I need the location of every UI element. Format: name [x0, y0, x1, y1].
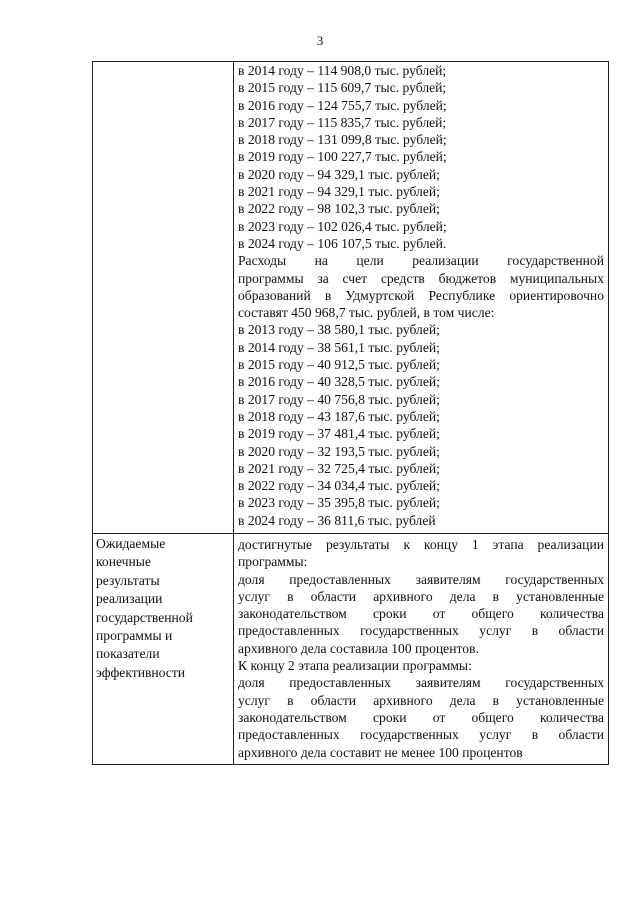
stage1-share-paragraph — [238, 571, 604, 657]
label-line: показатели — [96, 646, 160, 662]
funding-label-cell — [93, 62, 234, 534]
paragraph-line: достигнутые результаты к концу 1 этапа реализации — [238, 537, 604, 552]
paragraph-line: образований в Удмуртской Республике ориентировочно — [238, 287, 604, 303]
paragraph-line: составят 450 968,7 тыс. рублей, в том числе: — [238, 305, 495, 321]
paragraph-line: архивного дела составила 100 процентов. — [238, 640, 479, 656]
year-amount-line: в 2019 году – 100 227,7 тыс. рублей; — [238, 149, 447, 165]
paragraph-line: услуг в области архивного дела в установленные — [238, 588, 604, 604]
paragraph-line: доля предоставленных заявителям государственных — [238, 571, 604, 587]
year-amount-line: в 2015 году – 40 912,5 тыс. рублей; — [238, 357, 440, 373]
year-amount-line: в 2020 году – 94 329,1 тыс. рублей; — [238, 166, 440, 182]
year-amount-line: в 2018 году – 131 099,8 тыс. рублей; — [238, 132, 447, 148]
year-amount-line: в 2017 году – 40 756,8 тыс. рублей; — [238, 391, 440, 407]
year-amount-line: в 2021 году – 32 725,4 тыс. рублей; — [238, 460, 440, 476]
results-label-cell — [93, 534, 234, 765]
year-amount-line: в 2018 году – 43 187,6 тыс. рублей; — [238, 408, 440, 424]
municipal-budget-paragraph — [238, 252, 604, 321]
year-amount-line: в 2023 году – 35 395,8 тыс. рублей; — [238, 495, 440, 511]
table-row-results — [93, 534, 609, 765]
year-amount-line: в 2016 году – 124 755,7 тыс. рублей; — [238, 97, 447, 113]
year-amount-line: в 2021 году – 94 329,1 тыс. рублей; — [238, 184, 440, 200]
year-amount-line: в 2016 году – 40 328,5 тыс. рублей; — [238, 374, 440, 390]
label-line: программы и — [96, 628, 173, 644]
stage2-share-paragraph — [238, 674, 604, 760]
year-amount-line: в 2024 году – 106 107,5 тыс. рублей. — [238, 235, 447, 251]
paragraph-line: архивного дела составит не менее 100 процентов — [238, 744, 523, 760]
results-label — [96, 535, 231, 682]
label-line: конечные — [96, 554, 151, 570]
year-amount-line: в 2014 году – 38 561,1 тыс. рублей; — [238, 339, 440, 355]
year-amount-line: в 2017 году – 115 835,7 тыс. рублей; — [238, 114, 447, 130]
paragraph-line: программы за счет средств бюджетов муниципальных — [238, 270, 604, 286]
year-amount-line: в 2022 году – 98 102,3 тыс. рублей; — [238, 201, 440, 217]
label-line: государственной — [96, 609, 193, 625]
table-row-funding — [93, 62, 609, 534]
page-number: 3 — [316, 33, 324, 48]
year-amount-line: в 2014 году – 114 908,0 тыс. рублей; — [238, 63, 447, 78]
label-line: реализации — [96, 591, 163, 607]
label-line: результаты — [96, 572, 160, 588]
paragraph-line: предоставленных государственных услуг в области — [238, 727, 604, 743]
regional-years-list — [238, 62, 604, 252]
stage1-results-paragraph — [238, 536, 604, 571]
paragraph-line: законодательством сроки от общего количества — [238, 709, 604, 725]
year-amount-line: в 2023 году – 102 026,4 тыс. рублей; — [238, 218, 447, 234]
paragraph-line: Расходы на цели реализации государственной — [238, 253, 604, 269]
year-amount-line: в 2022 году – 34 034,4 тыс. рублей; — [238, 478, 440, 494]
results-value-cell — [234, 534, 609, 765]
paragraph-line: предоставленных государственных услуг в области — [238, 623, 604, 639]
stage2-heading: К концу 2 этапа реализации программы: — [238, 658, 472, 674]
paragraph-line: законодательством сроки от общего количества — [238, 606, 604, 622]
municipal-years-list — [238, 321, 604, 529]
year-amount-line: в 2020 году – 32 193,5 тыс. рублей; — [238, 443, 440, 459]
label-line: Ожидаемые — [96, 536, 166, 551]
year-amount-line: в 2013 году – 38 580,1 тыс. рублей; — [238, 322, 440, 338]
paragraph-line: услуг в области архивного дела в установленные — [238, 692, 604, 708]
label-line: эффективности — [96, 664, 186, 680]
year-amount-line: в 2024 году – 36 811,6 тыс. рублей — [238, 512, 436, 528]
year-amount-line: в 2019 году – 37 481,4 тыс. рублей; — [238, 426, 440, 442]
funding-value-cell — [234, 62, 609, 534]
paragraph-line: программы: — [238, 554, 308, 570]
program-passport-table — [92, 61, 609, 765]
paragraph-line: доля предоставленных заявителям государственных — [238, 675, 604, 691]
year-amount-line: в 2015 году – 115 609,7 тыс. рублей; — [238, 80, 447, 96]
